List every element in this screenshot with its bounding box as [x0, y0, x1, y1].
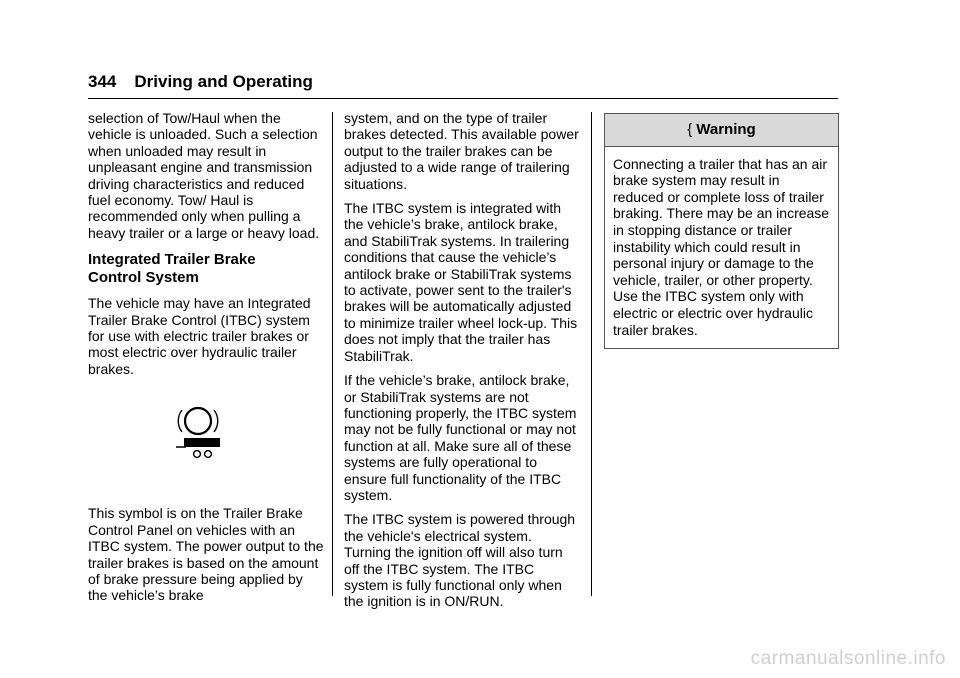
- section-title: Driving and Operating: [134, 72, 313, 91]
- trailer-brake-icon: [176, 405, 224, 463]
- trailer-brake-symbol: [88, 405, 324, 489]
- warning-title: Warning: [696, 121, 756, 138]
- warning-body: Connecting a trailer that has an air brake system may result in reduced or complete loss of trailer braking. There may be an increase in stopping distance or trailer instability which could result in personal injury or damage to the vehicle, trailer, or other property. Use the ITBC system only with electric or electric over hydraulic trailer brakes.: [613, 155, 830, 338]
- page-header: [88, 72, 838, 99]
- column-middle: [344, 110, 580, 618]
- heading-line: Control System: [88, 269, 199, 287]
- column-divider: [332, 112, 333, 596]
- warning-box: [604, 113, 839, 349]
- column-divider: [591, 112, 592, 596]
- paragraph: system, and on the type of trailer brakes detected. This available power output to the trailer brakes can be adjusted to a wide range of trailering situations.: [344, 110, 579, 192]
- warning-header: [605, 114, 838, 147]
- heading-line: Integrated Trailer Brake: [88, 251, 256, 269]
- paragraph: This symbol is on the Trailer Brake Control Panel on vehicles with an ITBC system. The power output to the trailer brakes is based on the amount of brake pressure being applied by the vehicle’s brake: [88, 505, 324, 604]
- paragraph: The ITBC system is integrated with the vehicle’s brake, antilock brake, and StabiliTrak systems. In trailering conditions that cause the vehicle’s antilock brake or StabiliTrak systems to activate, power sent to the trailer's brakes will be automatically adjusted to minimize trailer wheel lock-up. This does not imply that the trailer has StabiliTrak.: [344, 200, 578, 364]
- warning-icon: {: [687, 121, 693, 138]
- paragraph: If the vehicle’s brake, antilock brake, or StabiliTrak systems are not functioning properly, the ITBC system may not be fully functional or may not function at all. Make sure all of these systems are fully operational to ensure full functionality of the ITBC system.: [344, 372, 577, 503]
- paragraph: The vehicle may have an Integrated Trailer Brake Control (ITBC) system for use with electric trailer brakes or most electric over hydraulic trailer brakes.: [88, 295, 311, 377]
- page-number: 344: [88, 72, 117, 91]
- section-heading: [88, 251, 324, 287]
- watermark: carmanualsonline.info: [750, 648, 946, 669]
- paragraph: selection of Tow/Haul when the vehicle is unloaded. Such a selection when unloaded may result in unpleasant engine and transmission driving characteristics and reduced fuel economy. Tow/ Haul is recommended only when pulling a heavy trailer or a large or heavy load.: [88, 110, 320, 241]
- column-left: [88, 110, 324, 612]
- paragraph: The ITBC system is powered through the vehicle's electrical system. Turning the ignition off will also turn off the ITBC system. The ITBC system is fully functional only when the ignition is in ON/RUN.: [344, 511, 576, 610]
